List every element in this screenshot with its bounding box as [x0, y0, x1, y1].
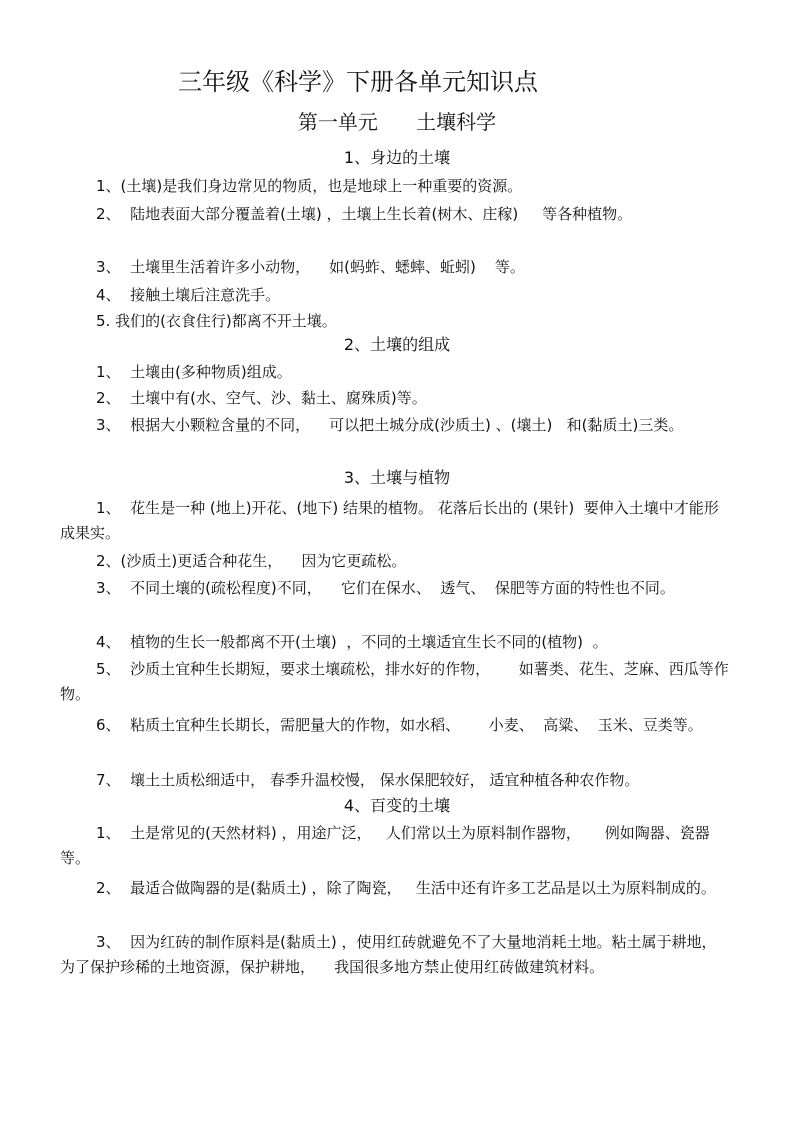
paragraph: 1、(土壤)是我们身边常见的物质，也是地球上一种重要的资源。 — [96, 177, 523, 195]
paragraph: 4、 接触土壤后注意洗手。 — [96, 286, 281, 304]
paragraph: 2、 最适合做陶器的是(黏质土) ，除了陶瓷， 生活中还有许多工艺品是以土为原料制成的。 — [96, 879, 716, 897]
paragraph: 7、 壤土土质松细适中， 春季升温校慢， 保水保肥较好， 适宜种植各种农作物。 — [96, 771, 640, 789]
paragraph: 3、 根据大小颗粒含量的不同， 可以把土城分成(沙质土) 、(壤土) 和(黏质土)三类。 — [96, 416, 684, 434]
paragraph: 3、 因为红砖的制作原料是(黏质土) ，使用红砖就避免不了大量地消耗土地。粘土属于耕地， 为了保护珍稀的土地资源，保护耕地， 我国很多地方禁止使用红砖做建筑材料。 — [60, 933, 731, 976]
paragraph: 1、 土是常见的(天然材料) ，用途广泛， 人们常以土为原料制作器物， 例如陶器、瓷器等。 — [60, 824, 710, 867]
paragraph: 3、 不同土壤的(疏松程度)不同， 它们在保水、 透气、 保肥等方面的特性也不同。 — [96, 579, 675, 597]
paragraph: 5、 沙质土宜种生长期短，要求土壤疏松，排水好的作物， 如薯类、花生、芝麻、西瓜等作物。 — [60, 660, 729, 703]
paragraph: 3、 土壤里生活着许多小动物， 如(蚂蚱、蟋蟀、蚯蚓) 等。 — [96, 258, 525, 276]
paragraph: 2、 土壤中有(水、空气、沙、黏土、腐殊质)等。 — [96, 389, 427, 407]
section-heading: 3、土壤与植物 — [343, 468, 451, 487]
section-heading: 4、百变的土壤 — [343, 796, 451, 815]
unit-title: 第一单元 土壤科学 — [297, 110, 497, 134]
document-title: 三年级《科学》下册各单元知识点 — [178, 68, 538, 96]
section-heading: 2、土壤的组成 — [343, 335, 451, 354]
paragraph: 4、 植物的生长一般都离不开(土壤) ，不同的土壤适宜生长不同的(植物) 。 — [96, 633, 608, 651]
paragraph: 5. 我们的(衣食住行)都离不开土壤。 — [96, 312, 337, 330]
paragraph: 1、 土壤由(多种物质)组成。 — [96, 363, 292, 381]
paragraph: 6、 粘质土宜种生长期长，需肥量大的作物，如水稻、 小麦、 高粱、 玉米、豆类等。 — [96, 716, 703, 734]
paragraph: 2、(沙质土)更适合种花生， 因为它更疏松。 — [96, 552, 407, 570]
paragraph: 2、 陆地表面大部分覆盖着(土壤) ，土壤上生长着(树木、庄稼) 等各种植物。 — [96, 205, 633, 223]
paragraph: 1、 花生是一种 (地上)开花、(地下) 结果的植物。 花落后长出的 (果针) 要伸入土壤中才能形成果实。 — [60, 499, 719, 542]
section-heading: 1、身边的土壤 — [343, 148, 451, 167]
